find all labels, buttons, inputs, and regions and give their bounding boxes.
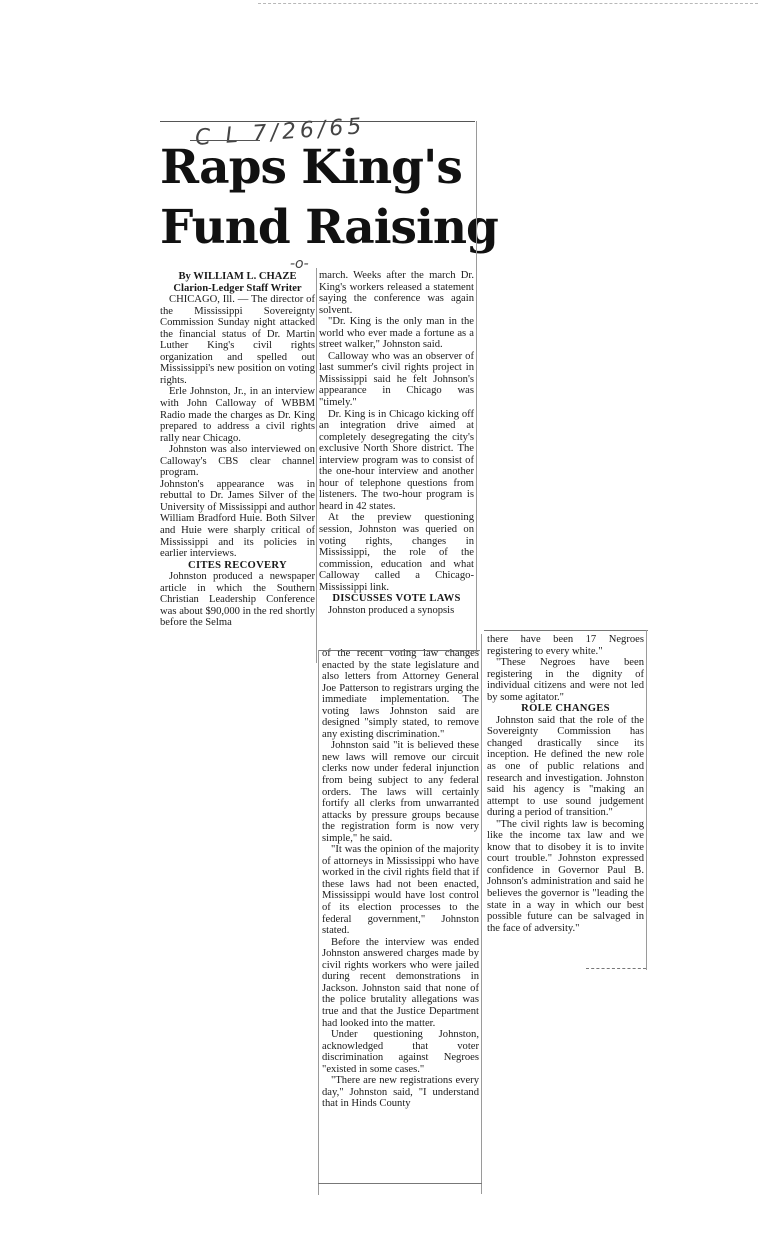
clipping-edge	[318, 650, 480, 651]
headline-line-1: Raps King's	[160, 140, 462, 195]
paragraph: Johnston said "it is believed these new laws will remove our circuit clerks now under federal injunction from being subject to any federal orders. The laws will certainly fortify all clerks from unwarranted attacks by pressure groups because the registration form is now very simple," he said.	[322, 740, 479, 844]
clipping-edge	[646, 630, 647, 970]
paragraph: Before the interview was ended Johnston answered charges made by civil rights workers who were jailed during recent demonstrations in Jackson. Johnston said that none of the police brutality allegations was true and that the Justice Department had looked into the matter.	[322, 936, 479, 1029]
paragraph: Johnston produced a newspaper article in which the Southern Christian Leadership Conference was about $90,000 in the red shortly before the Selma	[160, 571, 315, 629]
article-column-2	[319, 270, 474, 616]
scan-edge-dashes	[258, 3, 758, 4]
article-column-1	[160, 271, 315, 629]
paragraph: Johnston said that the role of the Sovereignty Commission has changed drastically since its inception. He defined the new role as one of public relations and research and investigation. Johnston said his agency is "making an attempt to use sound judgement during a period of transition."	[487, 714, 644, 819]
handwritten-mark: -o-	[290, 256, 309, 272]
paragraph: Under questioning Johnston, acknowledged that voter discrimination against Negroes "existed in some cases."	[322, 1029, 479, 1075]
paragraph: march. Weeks after the march Dr. King's workers released a statement saying the conference was again solvent.	[319, 270, 474, 316]
headline	[160, 138, 498, 258]
clipping-bottom-edge	[318, 1183, 482, 1184]
column-rule	[316, 268, 317, 663]
paragraph: Johnston was also interviewed on Calloway's CBS clear channel program.	[160, 444, 315, 479]
paragraph: Erle Johnston, Jr., in an interview with John Calloway of WBBM Radio made the charges as Dr. King prepared to address a civil rights rally near Chicago.	[160, 386, 315, 444]
clipping-right-edge	[476, 121, 477, 651]
paragraph: Dr. King is in Chicago kicking off an integration drive aimed at completely desegregating the city's exclusive North Shore district. The interview program was to consist of the one-hour interview and another hour of telephone questions from listeners. The two-hour program is heard in 42 states.	[319, 408, 474, 512]
subheading-role-changes: ROLE CHANGES	[521, 703, 610, 715]
article-column-4	[487, 634, 644, 934]
paragraph: Johnston's appearance was in rebuttal to Dr. James Silver of the University of Mississippi and author William Bradford Huie. Both Silver and Huie were sharply critical of Mississippi and its policies in earlier interviews.	[160, 478, 315, 560]
paragraph: "Dr. King is the only man in the world who ever made a fortune as a street walker," Johnston said.	[319, 316, 474, 351]
subheading-cites-recovery: CITES RECOVERY	[188, 559, 287, 571]
paragraph: Calloway who was an observer of last summer's civil rights project in Mississippi said he felt Johnson's appearance in Chicago was "timely."	[319, 350, 474, 409]
handwritten-date-annotation: C L 7/26/65	[194, 114, 367, 151]
paragraph: there have been 17 Negroes registering to every white."	[487, 634, 644, 657]
paragraph: CHICAGO, Ill. — The director of the Mississippi Sovereignty Commission Sunday night attacked the financial status of Dr. Martin Luther King's civil rights organization and spelled out Mississippi's new position on voting rights.	[160, 294, 315, 386]
headline-line-2: Fund Raising	[160, 200, 498, 255]
paragraph: of the recent voting law changes enacted by the state legislature and also letters from Attorney General Joe Patterson to registrars urging the immediate implementation. The voting laws Johnston said are designed "simply stated, to remove any existing discrimination."	[322, 648, 479, 740]
byline-author: By WILLIAM L. CHAZE	[178, 271, 297, 282]
paragraph: "The civil rights law is becoming like the income tax law and we know that to disobey it is to invite court trouble." Johnston expressed confidence in Governor Paul B. Johnson's administration and said he believes the governor is "leading the state in a way in which our best possible future can be salvaged in the face of adversity."	[487, 818, 644, 934]
paragraph: Johnston produced a synopsis	[328, 604, 455, 616]
clipping-edge	[484, 630, 648, 631]
paragraph: "There are new registrations every day," Johnston said, "I understand that in Hinds County	[322, 1075, 479, 1110]
paragraph: "These Negroes have been registering in the dignity of individual citizens and were not led by some agitator."	[487, 657, 644, 703]
clipping-edge	[318, 650, 319, 1195]
clipping-edge	[481, 634, 482, 1194]
paragraph: "It was the opinion of the majority of attorneys in Mississippi who have worked in the civil rights field that if these laws had not been enacted, Mississippi would have lost control of its election processes to the federal government," Johnston stated.	[322, 844, 479, 937]
byline-role: Clarion-Ledger Staff Writer	[173, 282, 302, 294]
paragraph: At the preview questioning session, Johnston was queried on voting rights, changes in Mississippi, the role of the commission, education and what Calloway called a Chicago-Mississippi link.	[319, 512, 474, 593]
subheading-discusses-vote-laws: DISCUSSES VOTE LAWS	[332, 593, 461, 605]
article-column-3	[322, 648, 479, 1110]
clipping-bottom-edge	[586, 968, 646, 969]
